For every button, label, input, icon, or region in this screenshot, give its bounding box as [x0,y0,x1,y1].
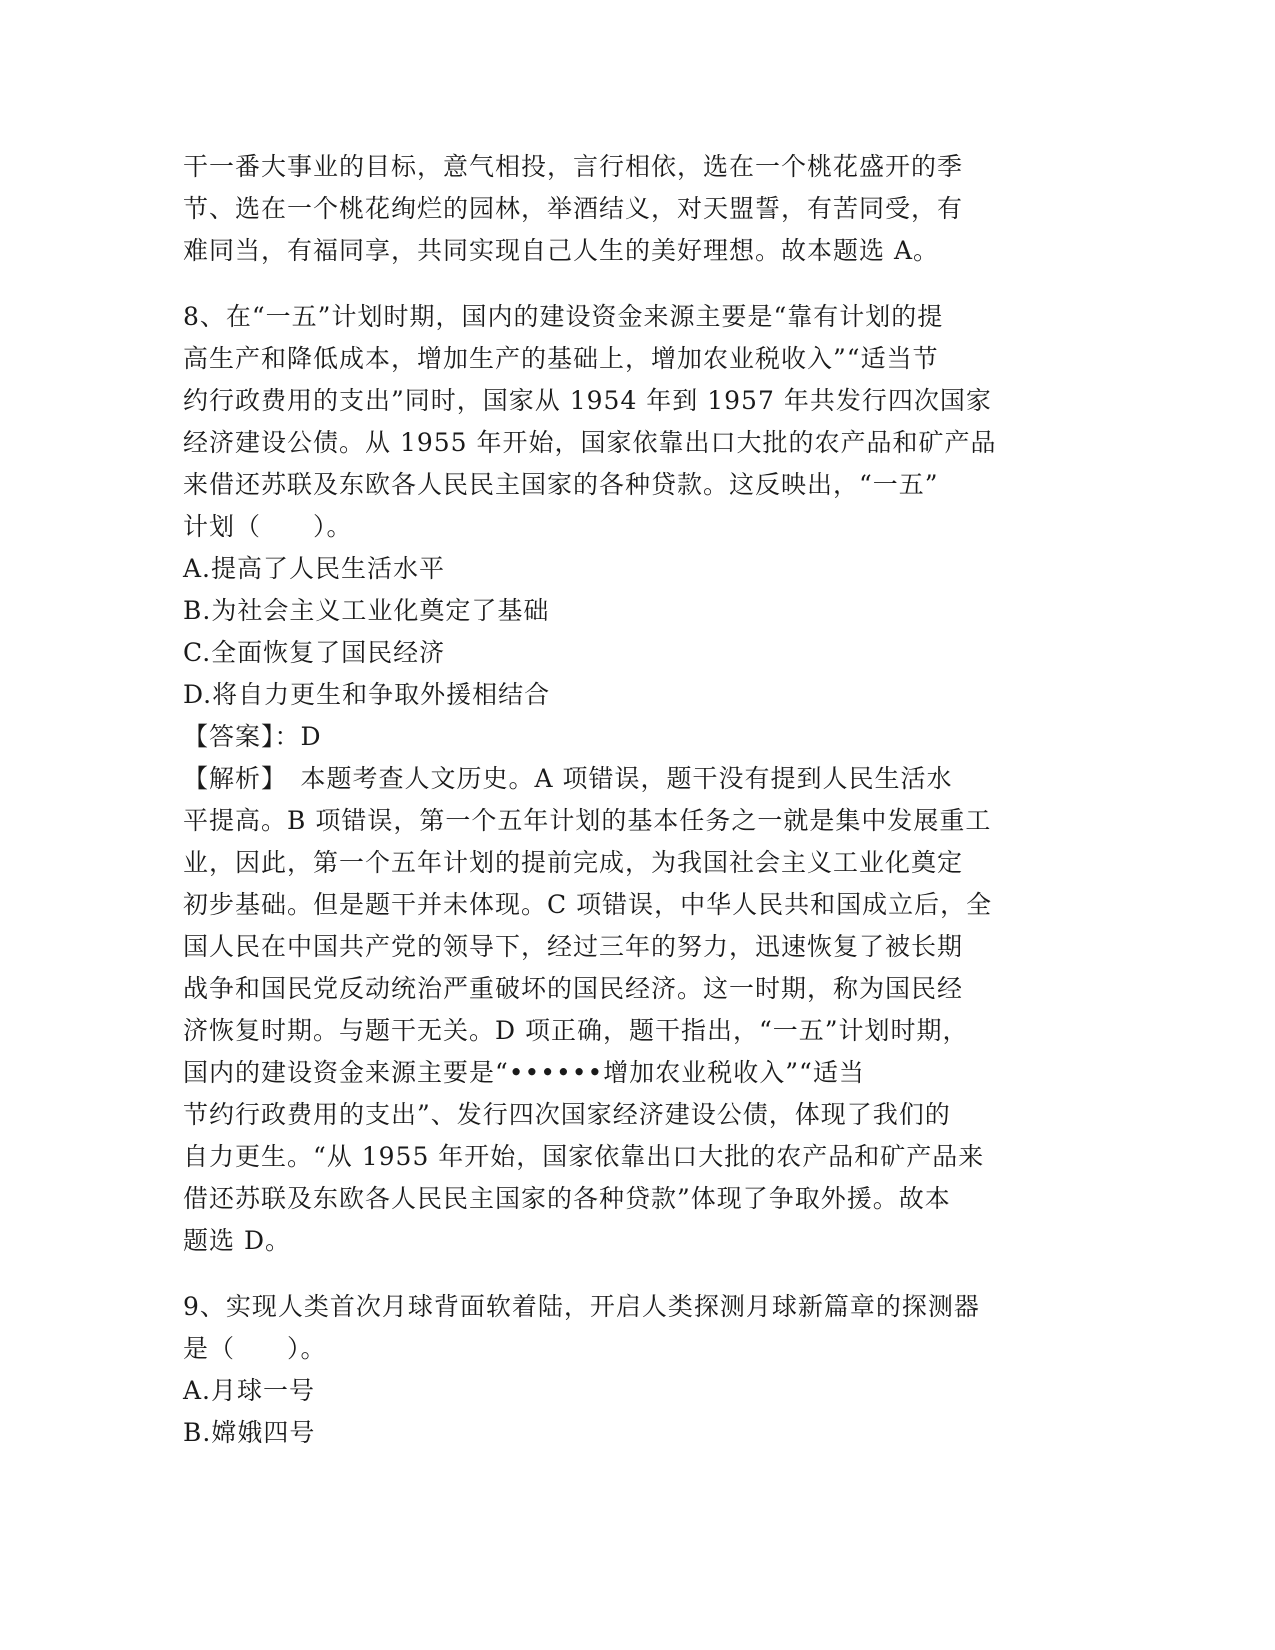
question-stem-line: 经济建设公债。从 1955 年开始，国家依靠出口大批的农产品和矿产品 [183,428,997,457]
question-stem-line: 高生产和降低成本，增加生产的基础上，增加农业税收入”“适当节 [183,344,939,373]
explanation-line: 借还苏联及东欧各人民民主国家的各种贷款”体现了争取外援。故本 [183,1184,951,1213]
explanation-line: 业，因此，第一个五年计划的提前完成，为我国社会主义工业化奠定 [183,848,964,877]
question-stem [183,1286,1063,1370]
explanation-line: 【解析】 本题考查人文历史。A 项错误，题干没有提到人民生活水 [183,764,953,793]
explanation-line: 平提高。B 项错误，第一个五年计划的基本任务之一就是集中发展重工 [183,806,992,835]
explanation-line: 国人民在中国共产党的领导下，经过三年的努力，迅速恢复了被长期 [183,932,964,961]
explanation-line: 节约行政费用的支出”、发行四次国家经济建设公债，体现了我们的 [183,1100,951,1129]
option-b: B.为社会主义工业化奠定了基础 [183,596,550,625]
question-stem-line: 9、实现人类首次月球背面软着陆，开启人类探测月球新篇章的探测器 [183,1292,980,1321]
option-b: B.嫦娥四号 [183,1418,316,1447]
paragraph-gap [183,272,1063,296]
explanation-line: 战争和国民党反动统治严重破坏的国民经济。这一时期，称为国民经 [183,974,964,1003]
question-stem [183,296,1063,548]
option-c: C.全面恢复了国民经济 [183,638,446,667]
question-stem-line: 约行政费用的支出”同时，国家从 1954 年到 1957 年共发行四次国家 [183,386,992,415]
explanation-line: 自力更生。“从 1955 年开始，国家依靠出口大批的农产品和矿产品来 [183,1142,985,1171]
page-content [183,146,1063,1454]
question-stem-line: 是（ ）。 [183,1334,327,1363]
question-9 [183,1286,1063,1454]
question-stem-line: 来借还苏联及东欧各人民民主国家的各种贷款。这反映出，“一五” [183,470,939,499]
text-line: 干一番大事业的目标，意气相投，言行相依，选在一个桃花盛开的季 [183,152,964,181]
explanation-line: 题选 D。 [183,1226,291,1255]
question-8 [183,296,1063,1262]
text-line: 节、选在一个桃花绚烂的园林，举酒结义，对天盟誓，有苦同受，有 [183,194,964,223]
text-line: 难同当，有福同享，共同实现自己人生的美好理想。故本题选 A。 [183,236,940,265]
question-stem-line: 8、在“一五”计划时期，国内的建设资金来源主要是“靠有计划的提 [183,302,944,331]
question-stem-line: 计划（ ）。 [183,512,353,541]
explanation [183,758,1063,1262]
explanation-line: 国内的建设资金来源主要是“••••••增加农业税收入”“适当 [183,1058,865,1087]
paragraph-gap [183,1262,1063,1286]
option-a: A.提高了人民生活水平 [183,554,446,583]
explanation-line: 济恢复时期。与题干无关。D 项正确，题干指出，“一五”计划时期， [183,1016,969,1045]
option-list [183,548,1063,716]
option-a: A.月球一号 [183,1376,316,1405]
previous-explanation-tail [183,146,1063,272]
option-list [183,1370,1063,1454]
option-d: D.将自力更生和争取外援相结合 [183,680,551,709]
explanation-line: 初步基础。但是题干并未体现。C 项错误，中华人民共和国成立后，全 [183,890,993,919]
answer-line: 【答案】：D [183,722,322,751]
